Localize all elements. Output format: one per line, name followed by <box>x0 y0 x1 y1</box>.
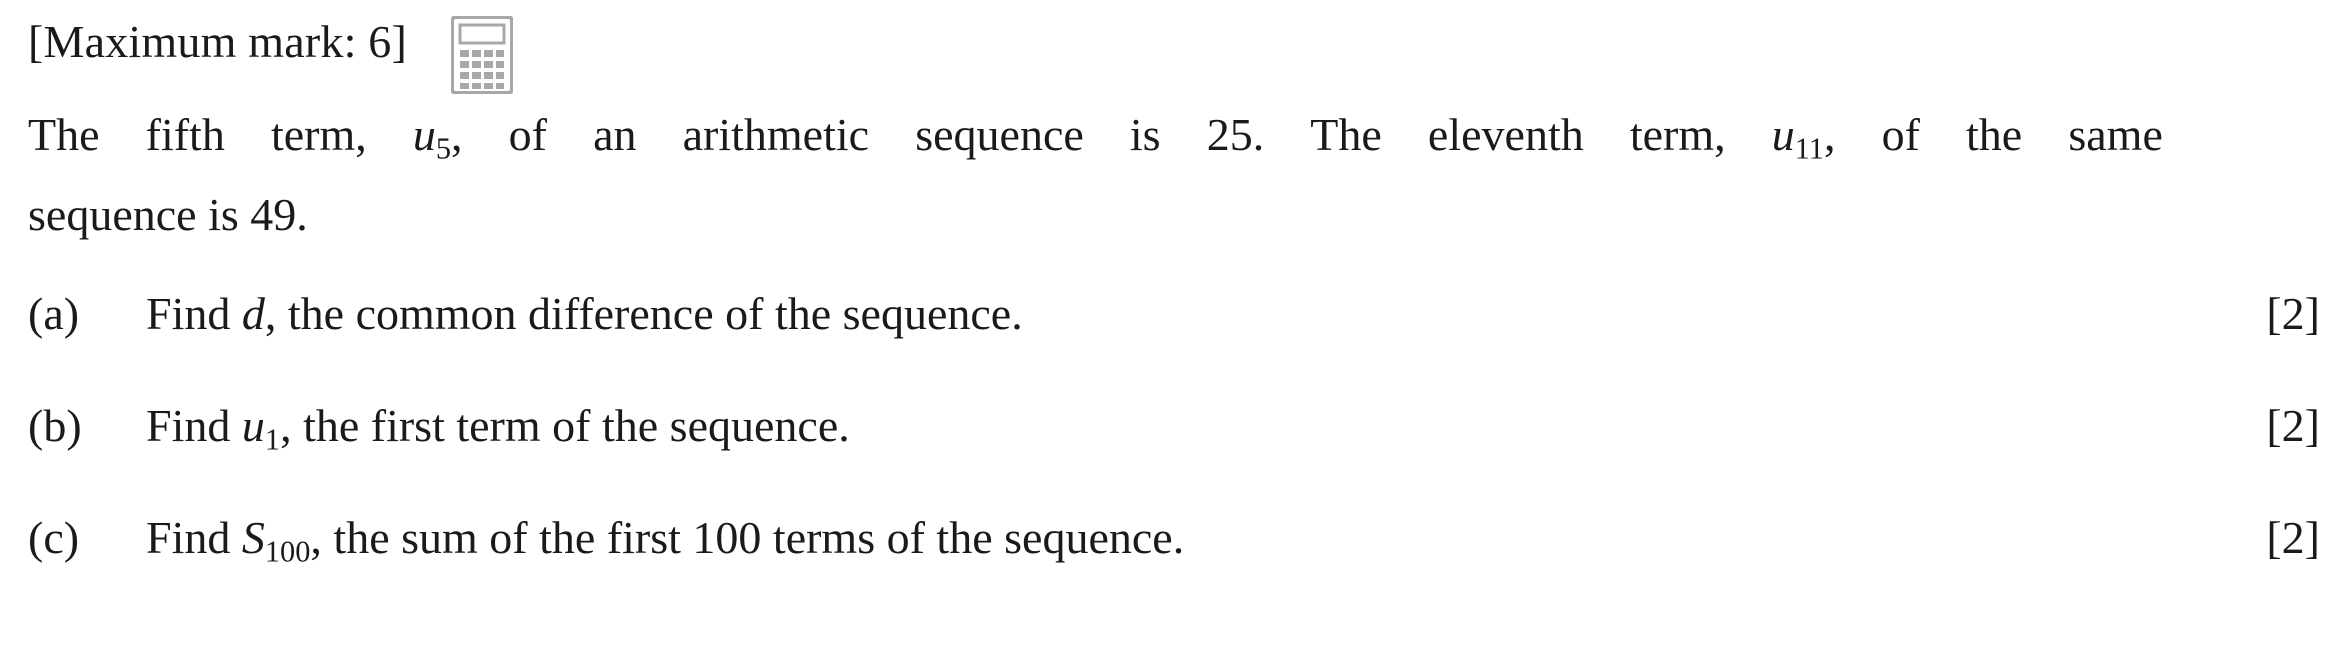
stem-word: sequence <box>915 109 1084 160</box>
header-row <box>28 14 2322 110</box>
stem-math-u5: $u_5$, <box>412 109 463 166</box>
stem-word: is <box>1129 109 1161 160</box>
part-text <box>146 510 2266 580</box>
calculator-icon <box>451 16 513 94</box>
question-stem-line-2: sequence is 49. <box>28 188 308 240</box>
stem-word: term, <box>1629 109 1726 160</box>
part-text-before: Find <box>146 287 242 339</box>
part-text-before: Find <box>146 399 242 451</box>
part-variable-subscript: 1 <box>264 422 281 456</box>
part-text-after: , the first term of the sequence. <box>280 399 850 451</box>
stem-word: an <box>593 109 637 160</box>
stem-word: term, <box>270 109 367 160</box>
part-text-before: Find <box>146 511 242 563</box>
part-text-after: , the sum of the first 100 terms of the sequence. <box>310 511 1185 563</box>
part-marks: [2] <box>2266 399 2320 451</box>
part-label: (b) <box>28 399 82 451</box>
question-part-a <box>28 286 2322 398</box>
stem-word: of <box>508 109 547 160</box>
stem-word: of <box>1881 109 1920 160</box>
question-stem <box>28 102 2208 248</box>
stem-word: the <box>1966 109 2023 160</box>
part-marks: [2] <box>2266 511 2320 563</box>
part-label: (c) <box>28 511 80 563</box>
part-variable: S <box>241 511 265 563</box>
part-marks: [2] <box>2266 287 2320 339</box>
question-stem-line-1 <box>28 102 2163 182</box>
stem-word: arithmetic <box>682 109 870 160</box>
maximum-mark-label: [Maximum mark: 6] <box>28 16 407 67</box>
part-text-after: , the common difference of the sequence. <box>264 287 1023 339</box>
stem-word: fifth <box>145 109 225 160</box>
stem-word: eleventh <box>1427 109 1584 160</box>
part-text <box>146 398 2266 468</box>
stem-word: 25. <box>1206 109 1265 160</box>
stem-word: The <box>1310 109 1382 160</box>
part-variable-subscript: 100 <box>264 534 311 568</box>
stem-math-u11: $u_{11}$, <box>1771 109 1836 166</box>
stem-word: same <box>2068 109 2163 160</box>
stem-word: The <box>28 109 100 160</box>
part-variable: d <box>241 287 265 339</box>
part-label: (a) <box>28 287 80 339</box>
part-text <box>146 286 2266 356</box>
question-part-b <box>28 398 2322 510</box>
part-variable: u <box>241 399 265 451</box>
question-parts <box>28 286 2322 622</box>
question-part-c <box>28 510 2322 622</box>
